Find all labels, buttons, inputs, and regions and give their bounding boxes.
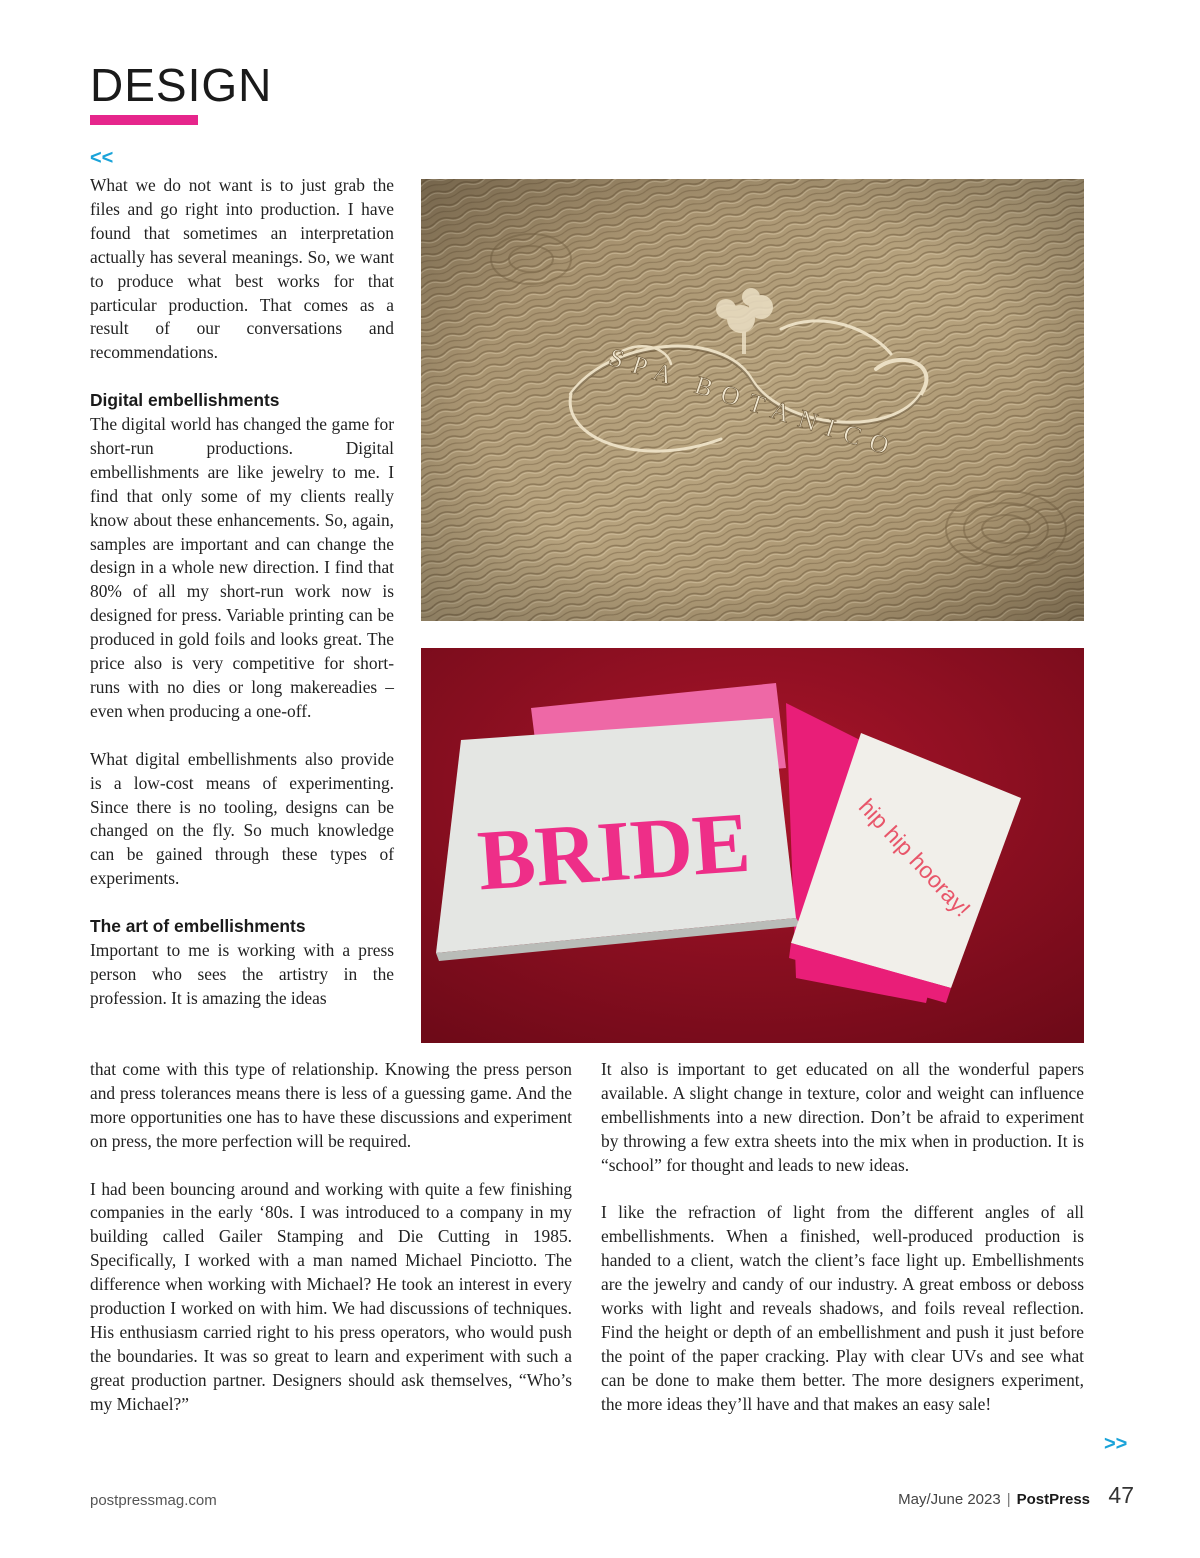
bride-cards-photo [421,648,1084,1043]
footer-separator: | [1006,1491,1011,1508]
previous-page-marker[interactable]: << [90,147,114,169]
embossed-logo-photo [421,179,1084,621]
article-paragraph: that come with this type of relationship. Knowing the press person and press tolerances means there is less of a guessing game. And the more opportunities one has to have these discussions and experiment on press, the more perfection will be required. [90,1059,572,1151]
subhead-digital-embellishments: Digital embellishments [90,390,280,411]
footer-issue-date: May/June 2023 [898,1491,1001,1508]
article-paragraph: I had been bouncing around and working with quite a few finishing companies in the early ‘80s. I was introduced to a company in my building called Gailer Stamping and Die Cutting in 1985. Specifically, I worked with a man named Michael Pinciotto. The difference when working with Michael? He took an interest in every production I worked on with him. We had discussions of techniques. His enthusiasm carried right to his press operators, who would push the boundaries. It was so great to learn and experiment with such a great production partner. Designers should ask themselves, “Who’s my Michael?” [90,1178,572,1414]
article-paragraph: I like the refraction of light from the different angles of all embellishments. When a finished, well-produced production is handed to a client, watch the client’s face light up. Embellishments are the jewelry and candy of our industry. A great emboss or deboss works with light and reveals shadows, and foils reveal reflection. Find the height or depth of an embellishment and push it just before the point of the paper cracking. Play with clear UVs and see what can be done to make them better. The more designers experiment, the more ideas they’ll have and that makes an easy sale! [601,1202,1084,1414]
next-page-marker[interactable]: >> [1104,1433,1128,1455]
card-bride-text: BRIDE [474,793,754,909]
card-hooray-text: hip hip hooray! [853,793,976,922]
footer-website[interactable]: postpressmag.com [90,1492,217,1509]
article-paragraph: Important to me is working with a press person who sees the artistry in the profession. It is amazing the ideas [90,939,394,1008]
article-paragraph: It also is important to get educated on all the wonderful papers available. A slight change in texture, color and weight can influence embellishments into a new direction. Don’t be afraid to experiment by throwing a few extra sheets into the mix when in production. It is “school” for thought and leads to new ideas. [601,1059,1084,1175]
section-title: DESIGN [90,59,273,111]
article-middle-column [90,1058,572,1440]
subhead-art-of-embellishments: The art of embellishments [90,916,306,937]
article-paragraph: What we do not want is to just grab the files and go right into production. I have found that sometimes an interpretation actually has several meanings. So, we want to produce what best works for that particular production. That comes as a result of our conversations and recommendations. [90,175,394,363]
article-right-column [601,1058,1084,1440]
article-paragraph: The digital world has changed the game for short-run productions. Digital embellishments are like jewelry to me. I find that only some of my clients really know about these enhancements. So, again, samples are important and can change the design in a whole new direction. I find that 80% of all my short-run work now is designed for press. Variable printing can be produced in gold foils and looks great. The price also is very competitive for short-runs with no dies or long makereadies – even when producing a one-off. [90,414,394,721]
footer-magazine-name: PostPress [1016,1491,1090,1508]
article-left-column [90,174,394,1035]
footer-issue [898,1492,1090,1507]
title-accent-bar [90,115,198,125]
article-paragraph: What digital embellishments also provide is a low-cost means of experimenting. Since there is no tooling, designs can be changed on the fly. So much knowledge can be gained through these types of experiments. [90,748,394,889]
page-number: 47 [1108,1482,1134,1508]
